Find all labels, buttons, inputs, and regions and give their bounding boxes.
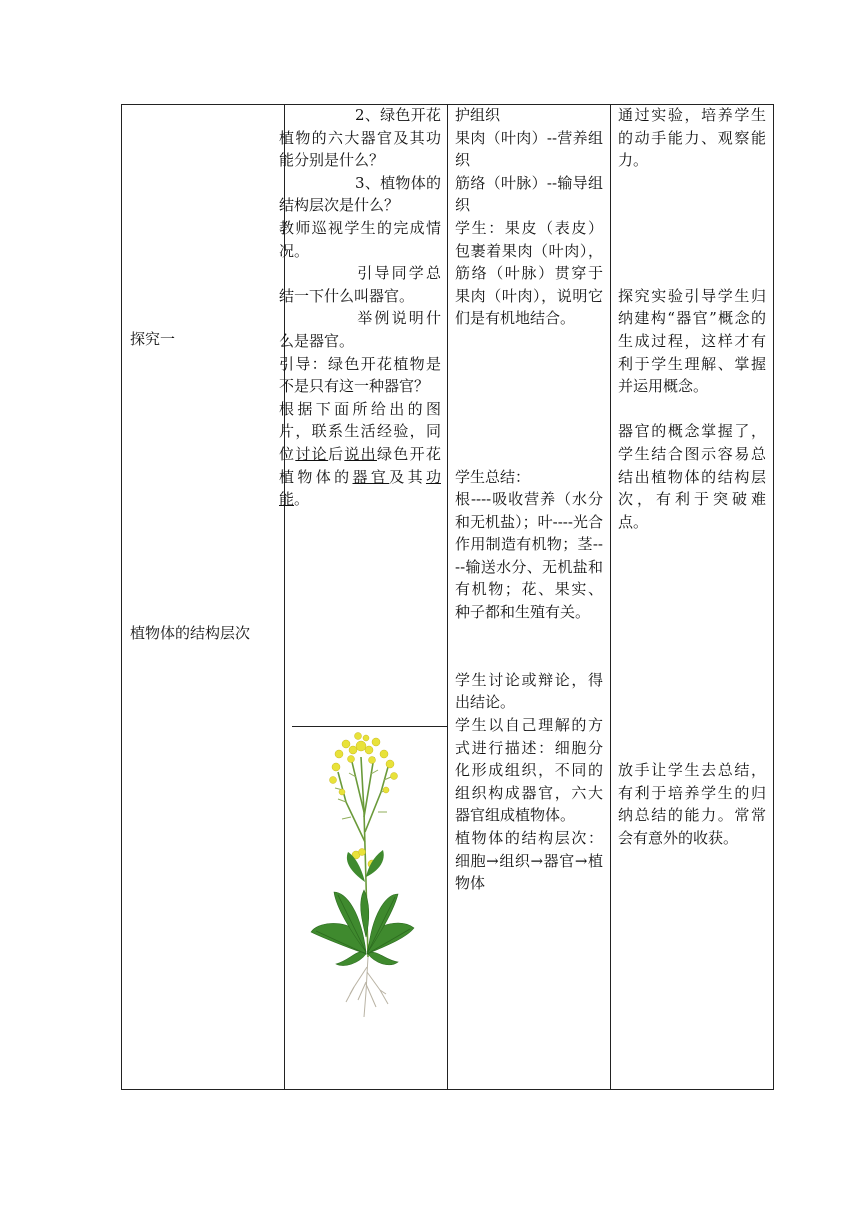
section-label-explore: 探究一 <box>130 330 176 348</box>
question-structure-levels: 3、植物体的结构层次是什么？ <box>279 173 441 215</box>
guide-question: 引导：绿色开花植物是不是只有这一种器官？ <box>279 354 441 396</box>
tissue-conducting: 筋络（叶脉）--输导组织 <box>455 173 603 215</box>
tissue-nutrient: 果肉（叶肉）--营养组织 <box>455 128 603 170</box>
teacher-activities <box>279 104 441 511</box>
rapeseed-plant-illustration <box>306 732 416 1022</box>
organ-functions-summary: 根----吸收营养（水分和无机盐）；叶----光合作用制造有机物；茎----输送水分、无机盐和有机物；花、果实、种子都和生殖有关。 <box>455 490 603 622</box>
structure-levels-answer: 植物体的结构层次：细胞→组织→器官→植物体 <box>455 829 603 893</box>
student-summary-heading: 学生总结： <box>455 467 531 486</box>
tissue-protective: 护组织 <box>455 106 501 124</box>
underline-function: 功能 <box>279 467 441 509</box>
guide-summarize-organ: 引导同学总结一下什么叫器官。 <box>279 264 441 305</box>
table-border-bottom <box>121 1089 774 1090</box>
table-border-right <box>773 104 774 1090</box>
intent-breakthrough: 器官的概念掌握了，学生结合图示容易总结出植物体的结构层次，有利于突破难点。 <box>618 422 766 531</box>
example-organ: 举例说明什么是器官。 <box>279 309 441 350</box>
student-observation: 学生：果皮（表皮）包裹着果肉（叶肉），筋络（叶脉）贯穿于果肉（叶肉），说明它们是有机地结合。 <box>455 218 603 328</box>
intent-summary: 放手让学生去总结，有利于培养学生的归纳总结的能力。常常会有意外的收获。 <box>618 761 766 847</box>
section-label-structure-levels: 植物体的结构层次 <box>130 624 251 642</box>
underline-discuss: 讨论 <box>295 444 328 463</box>
teacher-patrol: 教师巡视学生的完成情况。 <box>279 218 441 260</box>
underline-say: 说出 <box>344 444 377 463</box>
image-cell-divider <box>292 726 447 727</box>
task-instruction: 根据下面所给出的图片，联系生活经验，同位讨论后说出绿色开花植物体的器官及其功能。 <box>279 399 441 509</box>
intent-concept-construction: 探究实验引导学生归纳建构“器官”概念的生成过程，这样才有利于学生理解、掌握并运用概念。 <box>618 286 766 396</box>
lesson-table <box>121 104 774 1090</box>
student-discussion: 学生讨论或辩论，得出结论。 <box>455 670 603 712</box>
design-intent <box>618 104 766 850</box>
table-border-left <box>121 104 122 1090</box>
underline-organ: 器官 <box>352 467 390 486</box>
student-description: 学生以自己理解的方式进行描述：细胞分化形成组织，不同的组织构成器官，六大器官组成植物体。 <box>455 716 603 825</box>
column-divider-2 <box>447 104 448 1090</box>
column-divider-3 <box>610 104 611 1090</box>
intent-skills: 通过实验，培养学生的动手能力、观察能力。 <box>618 106 766 170</box>
question-six-organs: 2、绿色开花植物的六大器官及其功能分别是什么？ <box>279 106 441 170</box>
student-activities <box>455 104 603 895</box>
